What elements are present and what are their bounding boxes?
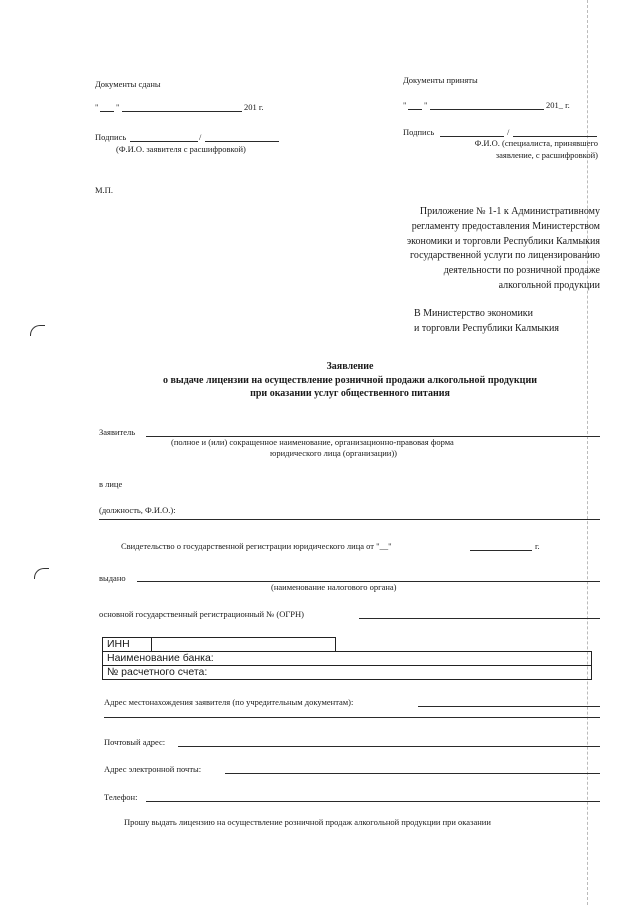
appendix-line: экономики и торговли Республики Калмыкия xyxy=(406,235,600,247)
postal-line[interactable] xyxy=(178,746,600,747)
recipient-block xyxy=(414,307,559,336)
date-quote-open: " xyxy=(403,100,407,110)
date-day-line[interactable] xyxy=(408,109,422,110)
signature-hint-1: Ф.И.О. (специалиста, принявшего xyxy=(474,138,598,148)
inn-label: ИНН xyxy=(103,638,152,652)
appendix-line: регламенту предоставления Министерством xyxy=(411,220,600,232)
signature-sep: / xyxy=(507,127,510,137)
ogrn-line[interactable] xyxy=(359,618,600,619)
title-line: Заявление xyxy=(326,361,374,372)
certificate-text: Свидетельство о государственной регистрации юридического лица от "__" xyxy=(121,541,392,551)
recipient-line: В Министерство экономики xyxy=(414,308,534,319)
applicant-label: Заявитель xyxy=(99,427,136,437)
appendix-line: алкогольной продукции xyxy=(498,279,600,291)
postal-label: Почтовый адрес: xyxy=(104,737,166,747)
account-row xyxy=(103,666,592,680)
docs-submitted-title: Документы сданы xyxy=(95,79,161,89)
bank-label[interactable]: Наименование банка: xyxy=(103,652,592,666)
email-line[interactable] xyxy=(225,773,600,774)
inn-empty xyxy=(336,638,592,652)
account-label[interactable]: № расчетного счета: xyxy=(103,666,592,680)
signature-label: Подпись xyxy=(403,127,435,137)
address-line-1[interactable] xyxy=(418,706,600,707)
scan-mark xyxy=(34,568,49,579)
position-line[interactable] xyxy=(99,519,600,520)
inn-row xyxy=(103,638,592,652)
document-title xyxy=(90,360,610,401)
inn-cell[interactable] xyxy=(152,638,336,652)
issued-label: выдано xyxy=(99,573,126,583)
issued-hint: (наименование налогового органа) xyxy=(271,582,397,592)
applicant-hint-1: (полное и (или) сокращенное наименование, организационно-правовая форма xyxy=(171,437,454,447)
phone-label: Телефон: xyxy=(104,792,138,802)
signature-sep: / xyxy=(199,132,202,142)
date-quote-mid: " xyxy=(116,102,120,112)
signature-line[interactable] xyxy=(130,141,198,142)
title-line: при оказании услуг общественного питания xyxy=(250,388,450,399)
date-year: 201_ г. xyxy=(546,100,570,110)
request-text: Прошу выдать лицензию на осуществление розничной продаж алкогольной продукции при оказании xyxy=(124,817,491,827)
date-quote-open: " xyxy=(95,102,99,112)
phone-line[interactable] xyxy=(146,801,600,802)
email-label: Адрес электронной почты: xyxy=(104,764,202,774)
date-month-line[interactable] xyxy=(430,109,544,110)
appendix-block xyxy=(407,205,600,294)
date-month-line[interactable] xyxy=(122,111,242,112)
certificate-year: г. xyxy=(535,541,540,551)
applicant-hint-2: юридического лица (организации)) xyxy=(270,448,398,458)
docs-accepted-title: Документы приняты xyxy=(403,75,478,85)
date-day-line[interactable] xyxy=(100,111,114,112)
certificate-date-line[interactable] xyxy=(470,550,532,551)
recipient-line: и торговли Республики Калмыкия xyxy=(414,322,559,334)
ogrn-label: основной государственный регистрационный № (ОГРН) xyxy=(99,609,305,619)
date-quote-mid: " xyxy=(424,100,428,110)
stamp-label: М.П. xyxy=(95,185,113,195)
signature-name-line[interactable] xyxy=(205,141,279,142)
scan-mark xyxy=(30,325,45,336)
bank-details-table xyxy=(102,637,592,680)
address-label: Адрес местонахождения заявителя (по учредительным документам): xyxy=(104,697,354,707)
bank-row xyxy=(103,652,592,666)
address-line-2[interactable] xyxy=(104,717,600,718)
position-label: (должность, Ф.И.О.): xyxy=(99,505,176,515)
signature-label: Подпись xyxy=(95,132,127,142)
title-line: о выдаче лицензии на осуществление розничной продажи алкогольной продукции xyxy=(163,374,537,386)
appendix-line: государственной услуги по лицензированию xyxy=(410,250,600,262)
date-year: 201 г. xyxy=(244,102,264,112)
appendix-line: деятельности по розничной продаже xyxy=(443,265,600,277)
appendix-line: Приложение № 1-1 к Административному xyxy=(419,206,600,217)
face-label: в лице xyxy=(99,479,123,489)
signature-name-line[interactable] xyxy=(513,136,597,137)
signature-line[interactable] xyxy=(440,136,504,137)
signature-hint-2: заявление, с расшифровкой) xyxy=(495,150,598,160)
signature-hint: (Ф.И.О. заявителя с расшифровкой) xyxy=(116,144,246,154)
